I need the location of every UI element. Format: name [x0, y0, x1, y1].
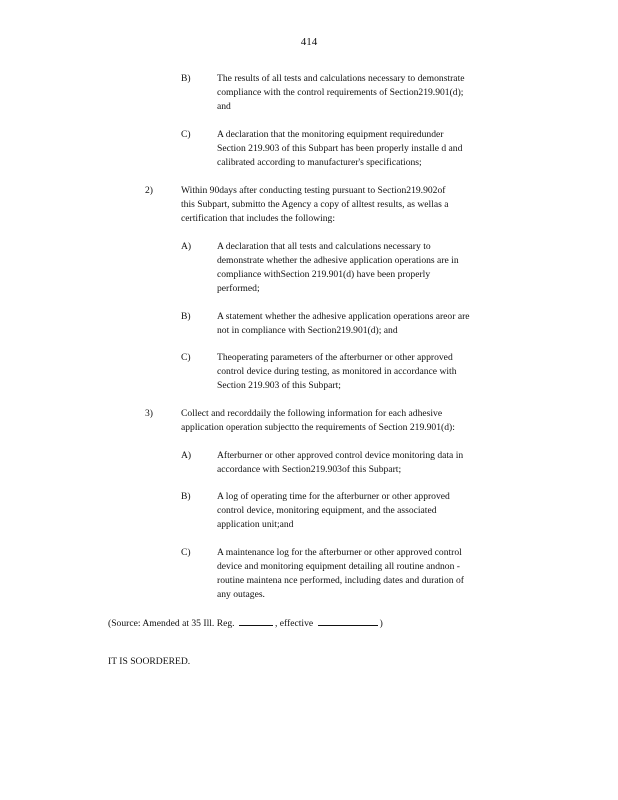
text-line: routine maintena nce performed, including dates and duration of [217, 575, 464, 586]
item-label: 2) [145, 185, 153, 196]
blank-line [318, 615, 378, 626]
text-line: compliance with the control requirements of Section219.901(d); [217, 87, 464, 98]
item-text [181, 407, 521, 435]
item-text [217, 449, 527, 477]
item-label: B) [181, 491, 191, 502]
text-line: Theoperating parameters of the afterburner or other approved [217, 352, 453, 363]
text-line: A log of operating time for the afterburner or other approved [217, 491, 450, 502]
item-label: 3) [145, 408, 153, 419]
text-line: Section 219.903 of this Subpart; [217, 380, 341, 391]
text-line: demonstrate whether the adhesive application operations are in [217, 255, 459, 266]
source-prefix: (Source: Amended at 35 Ill. Reg. [108, 618, 235, 629]
item-label: B) [181, 311, 191, 322]
item-label: B) [181, 73, 191, 84]
text-line: A declaration that the monitoring equipment requiredunder [217, 129, 444, 140]
text-line: A maintenance log for the afterburner or other approved control [217, 547, 462, 558]
text-line: The results of all tests and calculations necessary to demonstrate [217, 73, 465, 84]
item-text [217, 128, 517, 170]
item-text [217, 351, 527, 393]
text-line: control device during testing, as monitored in accordance with [217, 366, 457, 377]
page-number: 414 [300, 36, 318, 48]
item-text [217, 490, 517, 532]
item-label: A) [181, 241, 192, 252]
text-line: not in compliance with Section219.901(d); and [217, 325, 398, 336]
text-line: Collect and recorddaily the following information for each adhesive [181, 408, 443, 419]
text-line: A statement whether the adhesive application operations areor are [217, 311, 470, 322]
item-text [217, 72, 517, 114]
text-line: Section 219.903 of this Subpart has been properly installe d and [217, 143, 463, 154]
text-line: any outages. [217, 589, 265, 600]
item-text [181, 184, 521, 226]
text-line: application operation subjectto the requirements of Section 219.901(d): [181, 422, 455, 433]
source-suffix: ) [379, 618, 383, 629]
blank-line [239, 615, 273, 626]
text-line: and [217, 101, 231, 112]
text-line: Within 90days after conducting testing pursuant to Section219.902of [181, 185, 446, 196]
text-line: calibrated according to manufacturer's specifications; [217, 157, 422, 168]
item-text [217, 240, 527, 296]
text-line: A declaration that all tests and calculations necessary to [217, 241, 431, 252]
item-text [217, 546, 527, 602]
text-line: accordance with Section219.903of this Subpart; [217, 464, 402, 475]
source-note [108, 615, 383, 629]
item-text [217, 310, 535, 338]
text-line: device and monitoring equipment detailing all routine andnon - [217, 561, 460, 572]
text-line: application unit;and [217, 519, 294, 530]
text-line: certification that includes the following: [181, 213, 335, 224]
text-line: this Subpart, submitto the Agency a copy of alltest results, as wellas a [181, 199, 449, 210]
text-line: Afterburner or other approved control device monitoring data in [217, 450, 464, 461]
item-label: C) [181, 129, 191, 140]
text-line: performed; [217, 283, 260, 294]
text-line: control device, monitoring equipment, and the associated [217, 505, 437, 516]
source-middle: , effective [274, 618, 314, 629]
text-line: compliance withSection 219.901(d) have been properly [217, 269, 431, 280]
item-label: A) [181, 450, 192, 461]
closing-order: IT IS SOORDERED. [108, 656, 191, 667]
item-label: C) [181, 547, 191, 558]
item-label: C) [181, 352, 191, 363]
